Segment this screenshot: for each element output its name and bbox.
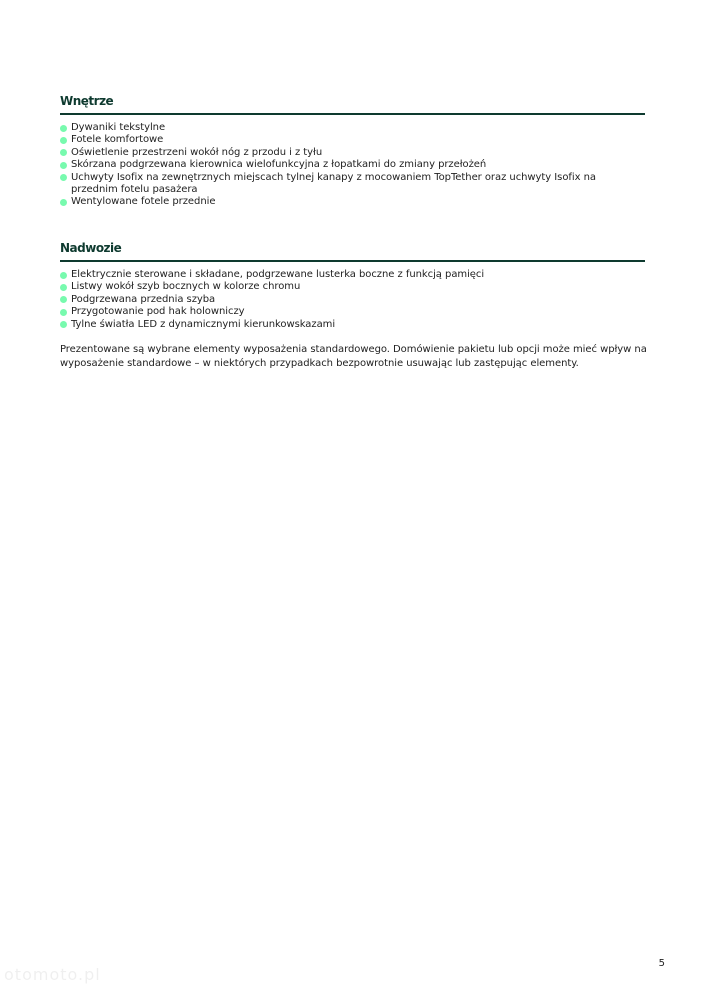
disclaimer-note: Prezentowane są wybrane elementy wyposażenia standardowego. Domówienie pakietu lub opcji może mieć wpływ na wyposażenie standardowe – w niektórych przypadkach bezpowrotnie usuwając lub zastępując elementy.: [60, 344, 647, 369]
list-item-text: Podgrzewana przednia szyba: [71, 293, 216, 305]
list-item-text: Przygotowanie pod hak holowniczy: [71, 306, 245, 318]
list-item-text: Wentylowane fotele przednie: [71, 196, 216, 208]
feature-list: [60, 269, 645, 331]
page-number: 5: [658, 958, 665, 969]
list-item: [60, 122, 645, 134]
section-nadwozie: [60, 241, 645, 331]
bullet-dot-icon: [60, 125, 67, 132]
list-item: [60, 281, 645, 293]
bullet-dot-icon: [60, 174, 67, 181]
list-item: [60, 269, 645, 281]
list-item-text: Dywaniki tekstylne: [71, 122, 166, 133]
bullet-dot-icon: [60, 309, 67, 316]
section-title: Nadwozie: [60, 241, 122, 255]
bullet-dot-icon: [60, 272, 67, 279]
bullet-dot-icon: [60, 296, 67, 303]
list-item-text: Listwy wokół szyb bocznych w kolorze chromu: [71, 281, 301, 293]
list-item-text: Skórzana podgrzewana kierownica wielofunkcyjna z łopatkami do zmiany przełożeń: [71, 159, 487, 171]
bullet-dot-icon: [60, 321, 67, 328]
bullet-dot-icon: [60, 149, 67, 156]
watermark: otomoto.pl: [4, 965, 101, 984]
bullet-dot-icon: [60, 162, 67, 169]
list-item: [60, 306, 645, 318]
list-item: [60, 134, 645, 146]
section-wnetrze: [60, 94, 645, 209]
list-item: [60, 294, 645, 306]
list-item: [60, 159, 645, 171]
bullet-dot-icon: [60, 137, 67, 144]
list-item: [60, 147, 645, 159]
list-item-text: Fotele komfortowe: [71, 134, 164, 146]
list-item: [60, 172, 645, 197]
section-title: Wnętrze: [60, 94, 114, 108]
bullet-dot-icon: [60, 284, 67, 291]
list-item-text: Uchwyty Isofix na zewnętrznych miejscach tylnej kanapy z mocowaniem TopTether oraz uchwyty Isofix na przednim fotelu pasażera: [71, 171, 596, 196]
list-item-text: Oświetlenie przestrzeni wokół nóg z przodu i z tyłu: [71, 146, 323, 158]
bullet-dot-icon: [60, 199, 67, 206]
feature-list: [60, 122, 645, 209]
list-item: [60, 319, 645, 331]
list-item: [60, 196, 645, 208]
section-divider: [60, 260, 645, 262]
list-item-text: Tylne światła LED z dynamicznymi kierunkowskazami: [71, 318, 336, 330]
section-divider: [60, 113, 645, 115]
list-item-text: Elektrycznie sterowane i składane, podgrzewane lusterka boczne z funkcją pamięci: [71, 269, 485, 280]
